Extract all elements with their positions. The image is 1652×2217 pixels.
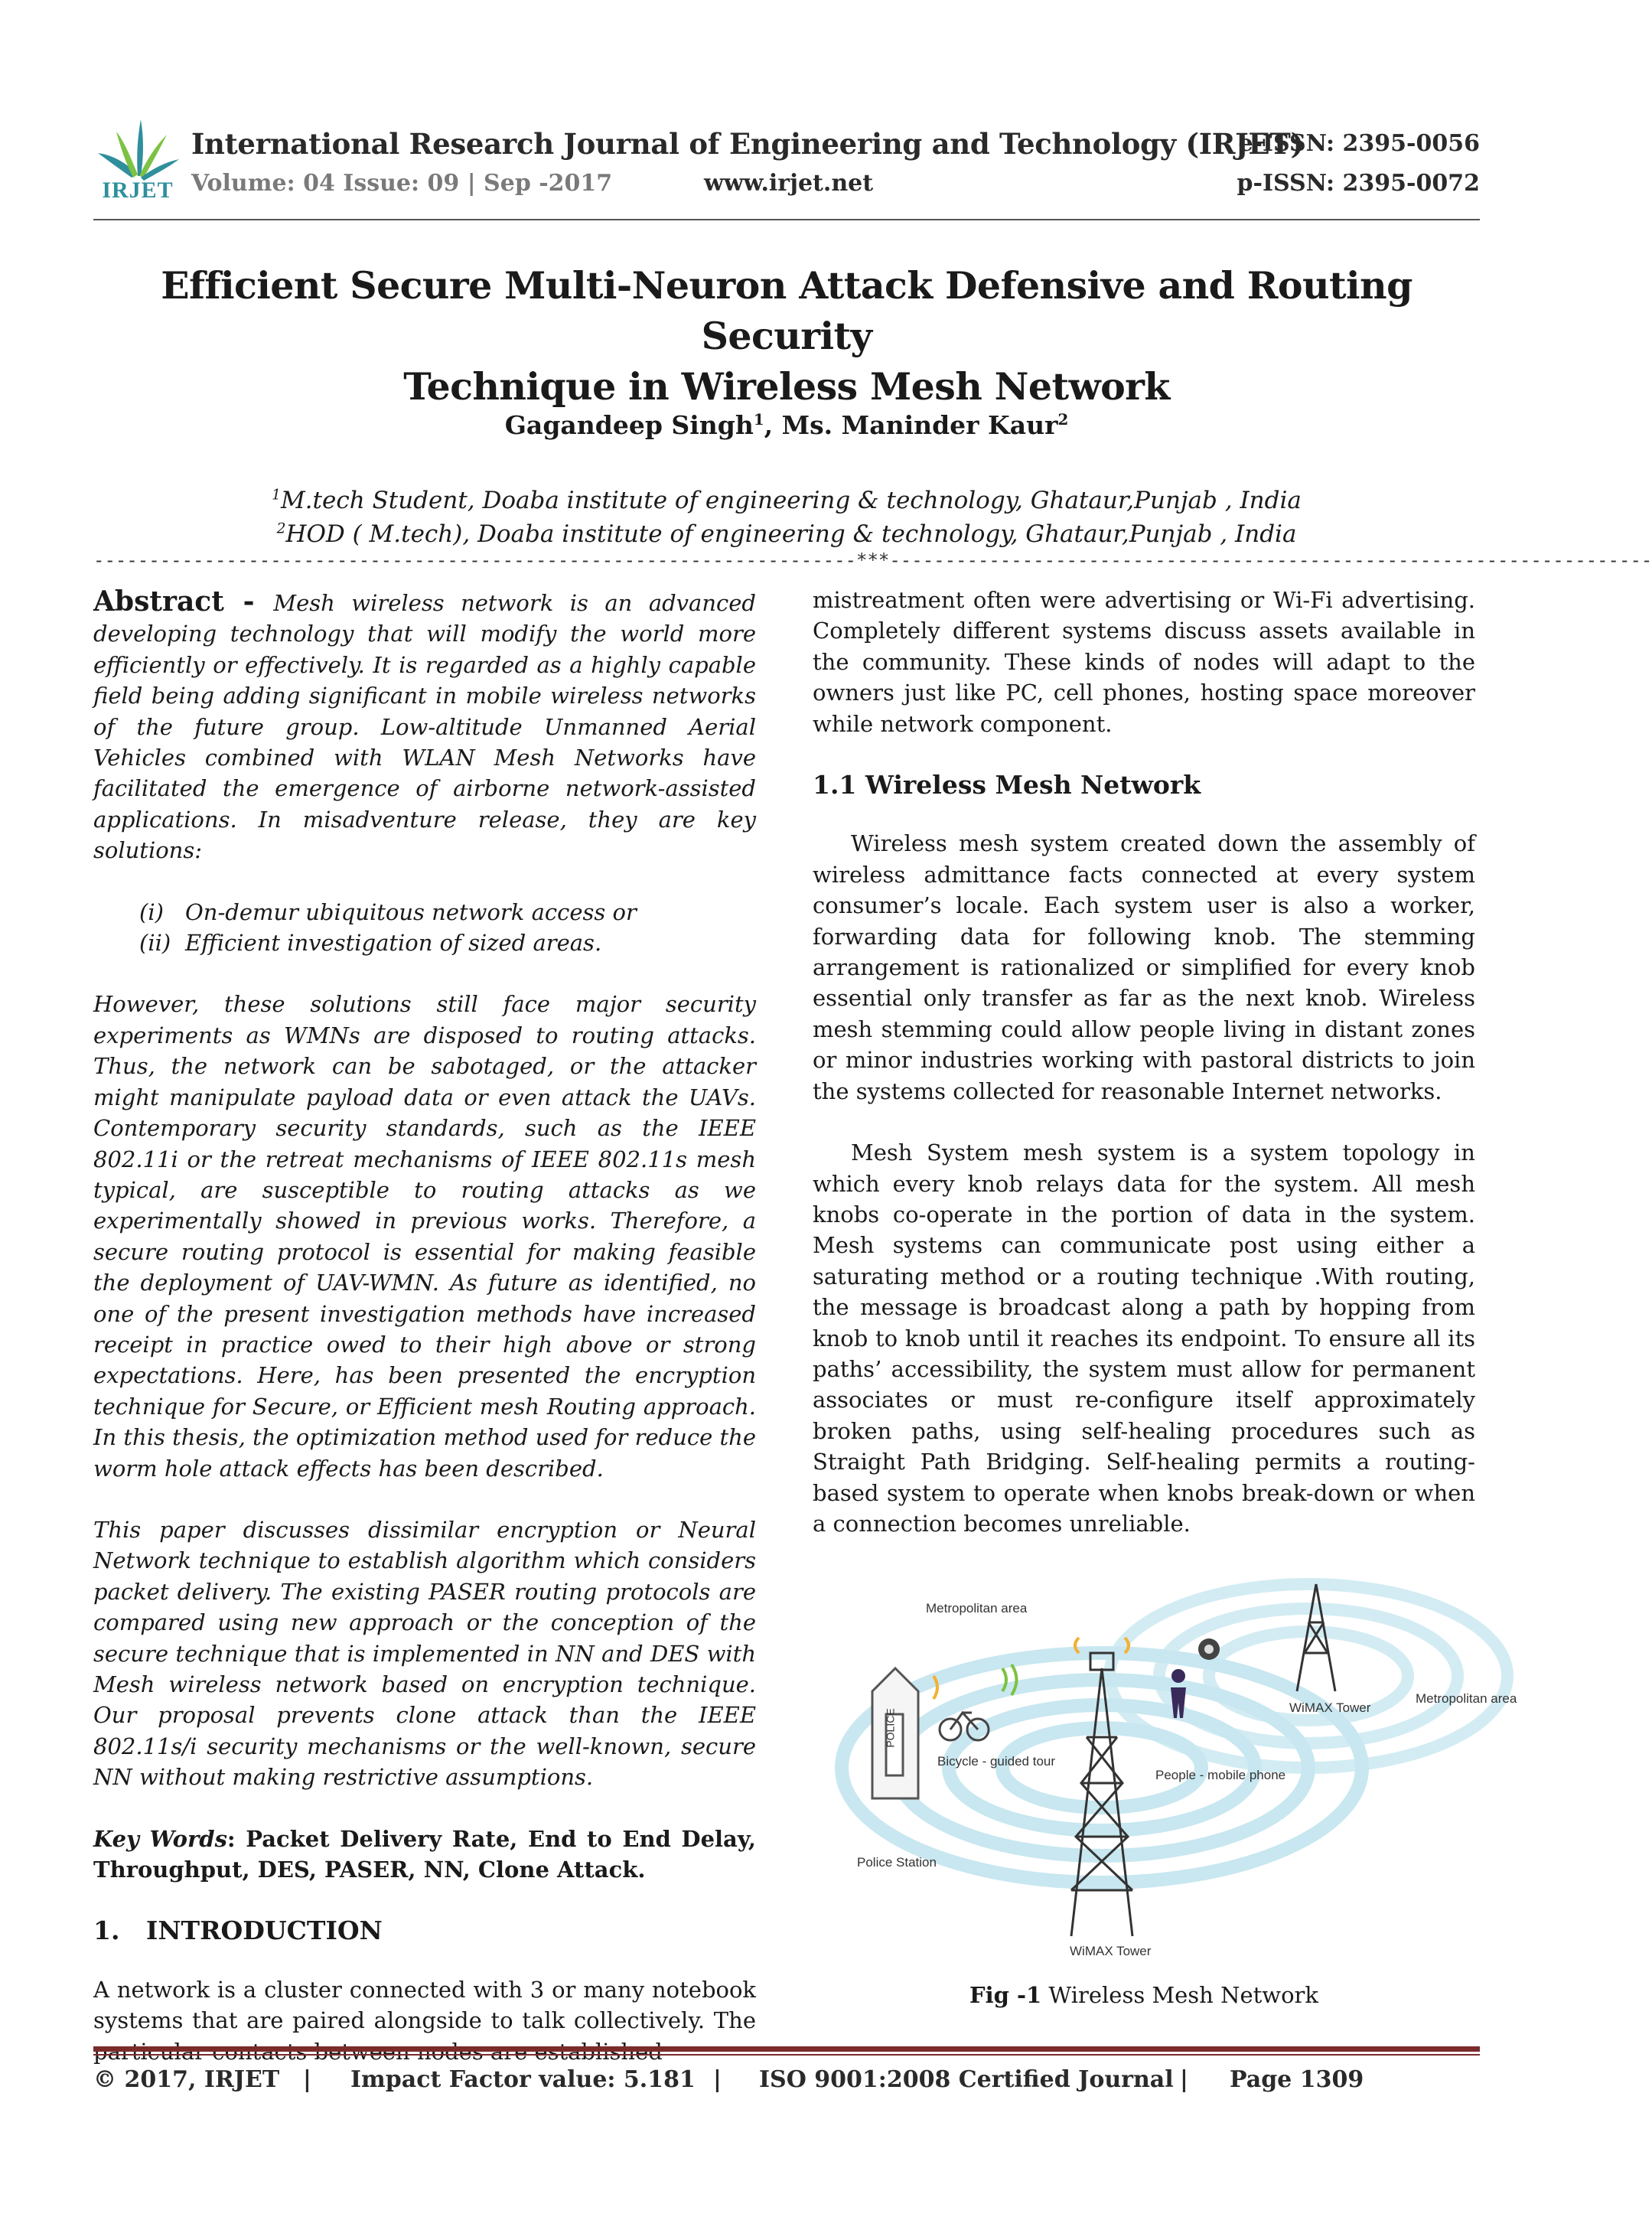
figure-caption [813,1982,1475,2008]
authors [93,410,1480,440]
keywords [93,1824,756,1886]
list-num: (ii) [139,930,171,957]
label-police-sign: POLICE [884,1708,897,1748]
left-column [93,586,756,2067]
footer-sep-1: | [303,2066,311,2093]
footer-page-number: Page 1309 [1230,2066,1364,2093]
intro-paragraph-1: A network is a cluster connected with 3 or many notebook systems that are paired alongside to talk collectively. The [93,1976,756,2034]
author-sep: , [764,410,782,440]
journal-volume: Volume: 04 Issue: 09 | Sep -2017 [191,170,613,197]
aff2-text: HOD ( M.tech), Doaba institute of engineering & technology, Ghataur,Punjab , India [285,520,1297,548]
footer-sep-2: | [713,2066,722,2093]
footer-iso: ISO 9001:2008 Certified Journal [759,2066,1174,2093]
label-metropolitan-left: Metropolitan area [926,1601,1028,1615]
wmn-heading: 1.1 Wireless Mesh Network [813,770,1201,800]
mobile-phone-icon [1198,1638,1220,1660]
journal-website-link[interactable]: www.irjet.net [704,170,874,197]
abstract-heading: Abstract - [93,585,274,618]
abstract-paragraph-3: This paper discusses dissimilar encryption or Neural Network technique to establish algorithm which considers packet delivery. The existing PASER routing protocols are compared using new approach or the conception of the secure technique that is implemented in NN and DES with Mesh wireless network based on encryption technique. Our proposal prevents clone attack than the IEEE 802.11s/i security mechanisms or the well-known, secure NN without making restrictive assumptions. [93,1516,756,1791]
caption-label: Fig -1 [969,1982,1042,2008]
header-divider [93,219,1480,220]
logo-text: IRJET [102,178,174,203]
paper-title [93,260,1480,412]
footer-rule-thin [93,2054,1480,2056]
affiliation-1 [93,487,1480,514]
intro-paragraph-2: mistreatment often were advertising or Wi-Fi advertising. Completely different systems discuss assets available in the community. These kinds of nodes will adapt to the owners just like PC, cell phones, hosting space moreover while network component. [813,587,1475,737]
abstract-paragraph-2: However, these solutions still face major security experiments as WMNs are disposed to routing attacks. Thus, the network can be sabotaged, or the attacker might manipulate payload data or even attack the UAVs. Contemporary security standards, such as the IEEE 802.11i or the retreat mechanisms of IEEE 802.11s mesh typical, are susceptible to routing attacks as we experimentally showed in previous works. Therefore, a secure routing protocol is essential for making feasible the deployment of UAV-WMN. As future as identified, no one of the present investigation methods have increased receipt in practice owed to their high above or strong expectations. Here, has been presented the encryption technique for Secure, or Efficient mesh Routing approach. In this thesis, the optimization method used for reduce the worm hole attack effects has been described. [93,991,756,1482]
author-2: Ms. Maninder Kaur [781,410,1058,440]
abstract-text-1: Mesh wireless network is an advanced developing technology that will modify the world more efficiently or effectively. It is regarded as a highly capable field being adding significant in mobile wireless networks of the future group. Low-altitude Unmanned Aerial Vehicles combined with WLAN Mesh Networks have facilitated the emergence of airborne network-assisted applications. In misadventure release, they are key solutions: [93,590,756,864]
e-issn: e-ISSN: 2395-0056 [1238,130,1480,157]
title-line-2: Technique in Wireless Mesh Network [403,364,1170,409]
p-issn: p-ISSN: 2395-0072 [1237,170,1480,197]
label-bicycle: Bicycle - guided tour [937,1754,1056,1769]
affiliation-2 [93,520,1480,548]
keywords-text: : Packet Delivery Rate, End to End Delay, Throughput, DES, PASER, NN, Clone Attack. [93,1825,756,1883]
intro-heading: 1. INTRODUCTION [93,1915,383,1946]
abstract-list [93,897,756,959]
right-column [813,585,1475,1570]
list-item [139,897,756,928]
aff1-text: M.tech Student, Doaba institute of engineering & technology, Ghataur,Punjab , India [280,487,1302,514]
list-item [139,928,756,958]
wmn-paragraph-2: Mesh System mesh system is a system topology in which every knob relays data for the system. All mesh knobs co-operate in the portion of data in the system. Mesh systems can communicate post using either a saturating method or a routing technique .With routing, the message is broadcast along a path by hopping from knob to knob until it reaches its endpoint. To ensure all its paths’ accessibility, the system must allow for permanent associates or must re-configure itself approximately broken paths, using self-healing procedures such as Straight Path Bridging. Self-healing permits a routing-based system to operate when knobs break-down or when a connection becomes unreliable. [813,1139,1475,1537]
list-text: On-demur ubiquitous network access or [185,898,637,925]
aff1-sup: 1 [272,487,281,504]
author-1-sup: 1 [753,410,764,429]
footer-impact: Impact Factor value: 5.181 [350,2066,696,2093]
label-people: People - mobile phone [1155,1768,1286,1782]
signal-rings-right [1109,1584,1507,1768]
list-num: (i) [139,898,164,925]
author-1: Gagandeep Singh [504,410,754,440]
footer-rule-thick [93,2046,1480,2052]
abstract-paragraph-1 [93,586,756,866]
journal-title: International Research Journal of Engineering and Technology (IRJET) [191,127,1304,161]
list-text: Efficient investigation of sized areas. [185,930,602,957]
caption-text: Wireless Mesh Network [1041,1982,1318,2008]
keywords-label: Key Words [93,1825,227,1852]
footer-sep-3: | [1180,2066,1188,2093]
label-wimax-right: WiMAX Tower [1289,1700,1371,1715]
section-separator: ---------------------------------------------------------------------***--------------------------------------------------------------------- [93,549,1652,571]
footer-copyright: © 2017, IRJET [93,2066,280,2093]
journal-header [93,115,1480,222]
aff2-sup: 2 [276,520,286,537]
wimax-tower-center-icon [1071,1653,1132,1936]
wmn-paragraph-1: Wireless mesh system created down the assembly of wireless admittance facts connected at every system consumer’s locale. Each system user is also a worker, forwarding data for following knob. The stemming arrangement is rationalized or simplified for every knob essential only transfer as far as the next knob. Wireless mesh stemming could allow people living in distant zones or minor industries working with pastoral districts to join the systems collected for reasonable Internet networks. [813,830,1475,1104]
figure-wireless-mesh [826,1538,1530,1967]
label-metropolitan-right: Metropolitan area [1416,1691,1517,1706]
label-wimax-center: WiMAX Tower [1070,1944,1152,1958]
title-line-1: Efficient Secure Multi-Neuron Attack Defensive and Routing Security [161,263,1413,358]
label-police-station: Police Station [857,1855,937,1870]
author-2-sup: 2 [1057,410,1069,429]
